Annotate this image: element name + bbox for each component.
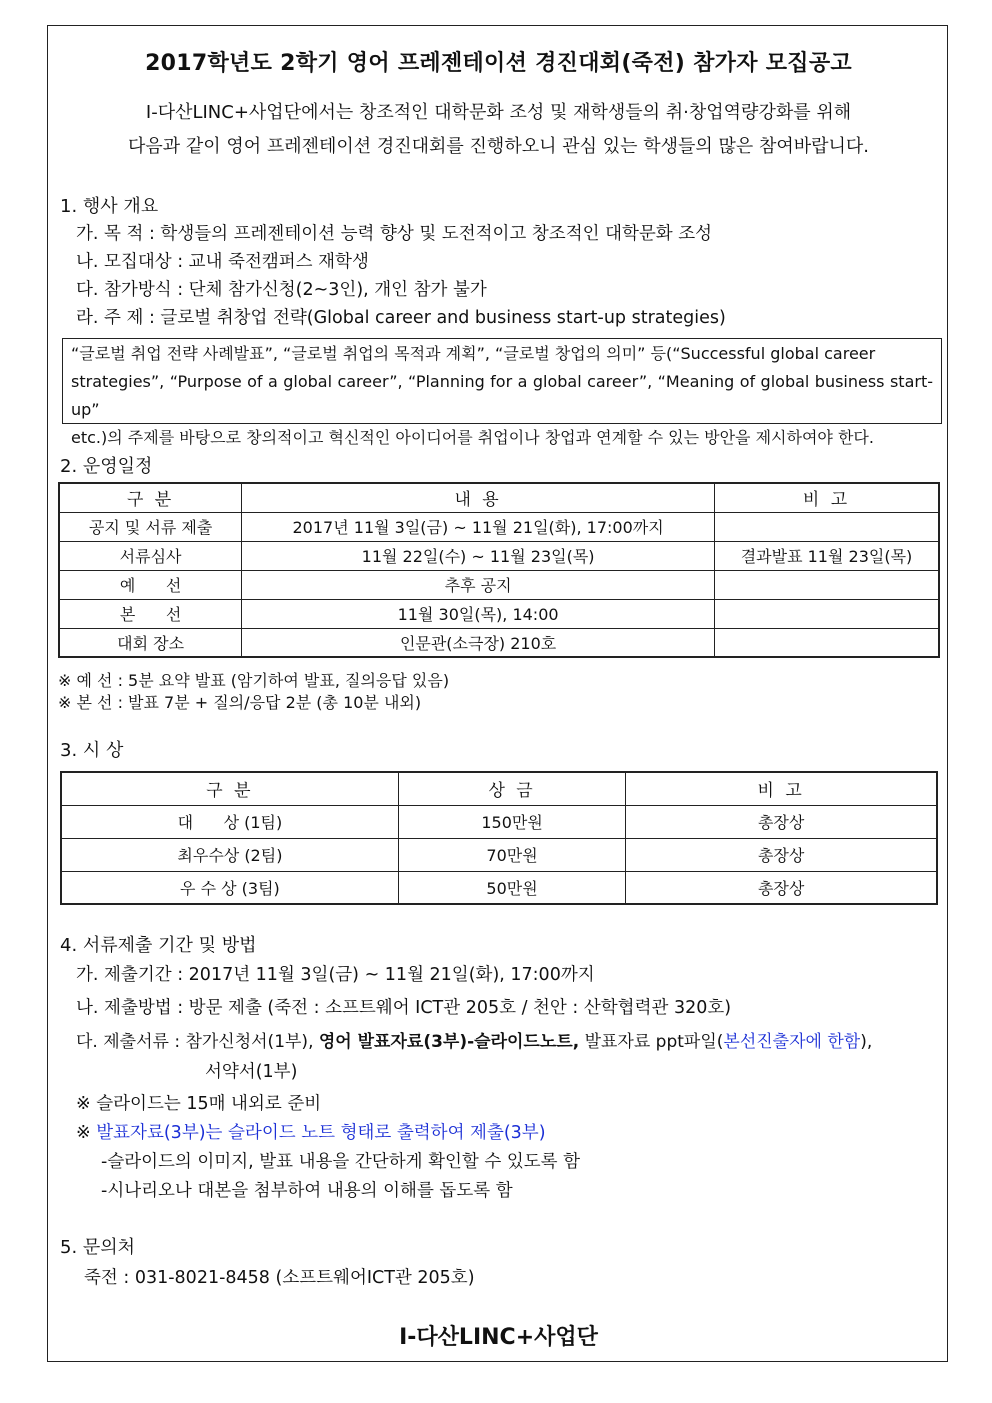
table-row <box>59 570 939 599</box>
section1-item-purpose: 가. 목 적 : 학생들의 프레젠테이션 능력 향상 및 도전적이고 창조적인 대학문화 조성 <box>76 224 713 244</box>
organizer-signature: I-다산LINC+사업단 <box>399 1325 598 1350</box>
sub-note-1: -슬라이드의 이미지, 발표 내용을 간단하게 확인할 수 있도록 함 <box>101 1152 581 1172</box>
table-cell: 50만원 <box>398 871 625 904</box>
submission-method: 나. 제출방법 : 방문 제출 (죽전 : 소프트웨어 ICT관 205호 / 천안 : 산학협력관 320호) <box>76 998 732 1018</box>
slide-count-note: ※ 슬라이드는 15매 내외로 준비 <box>76 1094 322 1114</box>
table-cell: 총장상 <box>626 871 937 904</box>
schedule-table <box>58 482 940 658</box>
table-cell: 총장상 <box>626 838 937 871</box>
table-row <box>59 599 939 628</box>
table-cell <box>715 512 939 541</box>
submission-docs-line2: 서약서(1부) <box>205 1062 298 1082</box>
section4-heading: 4. 서류제출 기간 및 방법 <box>60 935 257 956</box>
col-header-category: 구 분 <box>59 483 242 512</box>
table-cell: 본 선 <box>59 599 242 628</box>
section1-item-theme: 라. 주 제 : 글로벌 취창업 전략(Global career and business start-up strategies) <box>76 308 726 328</box>
prelim-note: ※ 예 선 : 5분 요약 발표 (암기하여 발표, 질의응답 있음) <box>58 671 450 690</box>
page-title: 2017학년도 2학기 영어 프레젠테이션 경진대회(죽전) 참가자 모집공고 <box>145 51 852 76</box>
table-row <box>59 541 939 570</box>
section2-heading: 2. 운영일정 <box>60 456 153 477</box>
table-cell: 공지 및 서류 제출 <box>59 512 242 541</box>
table-cell <box>715 628 939 657</box>
table-row <box>59 512 939 541</box>
table-cell: 인문관(소극장) 210호 <box>242 628 715 657</box>
notice-frame <box>47 25 948 1362</box>
col-header-note: 비 고 <box>626 772 937 805</box>
contact-info: 죽전 : 031-8021-8458 (소프트웨어ICT관 205호) <box>84 1268 475 1288</box>
table-cell: 150만원 <box>398 805 625 838</box>
table-cell: 11월 22일(수) ~ 11월 23일(목) <box>242 541 715 570</box>
table-cell: 2017년 11월 3일(금) ~ 11월 21일(화), 17:00까지 <box>242 512 715 541</box>
section3-heading: 3. 시 상 <box>60 740 124 761</box>
table-cell: 대 상 (1팀) <box>61 805 398 838</box>
final-note: ※ 본 선 : 발표 7분 + 질의/응답 2분 (총 10분 내외) <box>58 693 422 712</box>
theme-description-box <box>62 338 942 447</box>
sub-note-2: -시나리오나 대본을 첨부하여 내용의 이해를 돕도록 함 <box>101 1181 513 1201</box>
col-header-note: 비 고 <box>715 483 939 512</box>
section5-heading: 5. 문의처 <box>60 1237 136 1258</box>
table-cell: 결과발표 11월 23일(목) <box>715 541 939 570</box>
table-cell: 예 선 <box>59 570 242 599</box>
intro-line-2: 다음과 같이 영어 프레젠테이션 경진대회를 진행하오니 관심 있는 학생들의 많은 참여바랍니다. <box>127 136 870 157</box>
table-row <box>61 838 937 871</box>
table-cell: 총장상 <box>626 805 937 838</box>
table-cell: 70만원 <box>398 838 625 871</box>
col-header-prize: 상 금 <box>398 772 625 805</box>
table-cell: 추후 공지 <box>242 570 715 599</box>
section1-item-target: 나. 모집대상 : 교내 죽전캠퍼스 재학생 <box>76 252 369 272</box>
table-cell <box>715 599 939 628</box>
docs-end: ), <box>860 1032 873 1052</box>
table-header-row <box>61 772 937 805</box>
docs-prefix: 다. 제출서류 : 참가신청서(1부), <box>76 1032 319 1052</box>
table-header-row <box>59 483 939 512</box>
table-row <box>61 871 937 904</box>
table-cell: 대회 장소 <box>59 628 242 657</box>
table-cell: 최우수상 (2팀) <box>61 838 398 871</box>
print-format-note <box>76 1119 546 1144</box>
docs-mid: 발표자료 ppt파일( <box>579 1032 724 1052</box>
table-cell <box>715 570 939 599</box>
table-row <box>59 628 939 657</box>
table-cell: 우 수 상 (3팀) <box>61 871 398 904</box>
intro-line-1: I-다산LINC+사업단에서는 창조적인 대학문화 조성 및 재학생들의 취·창업역량강화를 위해 <box>145 102 852 123</box>
box-line-2: strategies”, “Purpose of a global career”, “Planning for a global career”, “Meaning of global business start-up” <box>71 372 933 419</box>
note-mark: ※ <box>76 1123 97 1143</box>
col-header-category: 구 분 <box>61 772 398 805</box>
docs-bold: 영어 발표자료(3부)-슬라이드노트, <box>318 1032 580 1052</box>
table-cell: 서류심사 <box>59 541 242 570</box>
awards-table <box>60 771 938 905</box>
submission-docs <box>76 1027 872 1052</box>
section1-item-method: 다. 참가방식 : 단체 참가신청(2~3인), 개인 참가 불가 <box>76 280 487 300</box>
submission-period: 가. 제출기간 : 2017년 11월 3일(금) ~ 11월 21일(화), 17:00까지 <box>76 965 595 985</box>
col-header-content: 내 용 <box>242 483 715 512</box>
box-line-1: “글로벌 취업 전략 사례발표”, “글로벌 취업의 목적과 계획”, “글로벌 창업의 의미” 등(“Successful global career <box>71 344 876 363</box>
box-line-3: etc.)의 주제를 바탕으로 창의적이고 혁신적인 아이디어를 취업이나 창업과 연계할 수 있는 방안을 제시하여야 한다. <box>71 428 874 447</box>
table-row <box>61 805 937 838</box>
docs-blue: 본선진출자에 한함 <box>723 1032 861 1052</box>
table-cell: 11월 30일(목), 14:00 <box>242 599 715 628</box>
print-format-text: 발표자료(3부)는 슬라이드 노트 형태로 출력하여 제출(3부) <box>96 1123 546 1143</box>
section1-heading: 1. 행사 개요 <box>60 196 159 217</box>
